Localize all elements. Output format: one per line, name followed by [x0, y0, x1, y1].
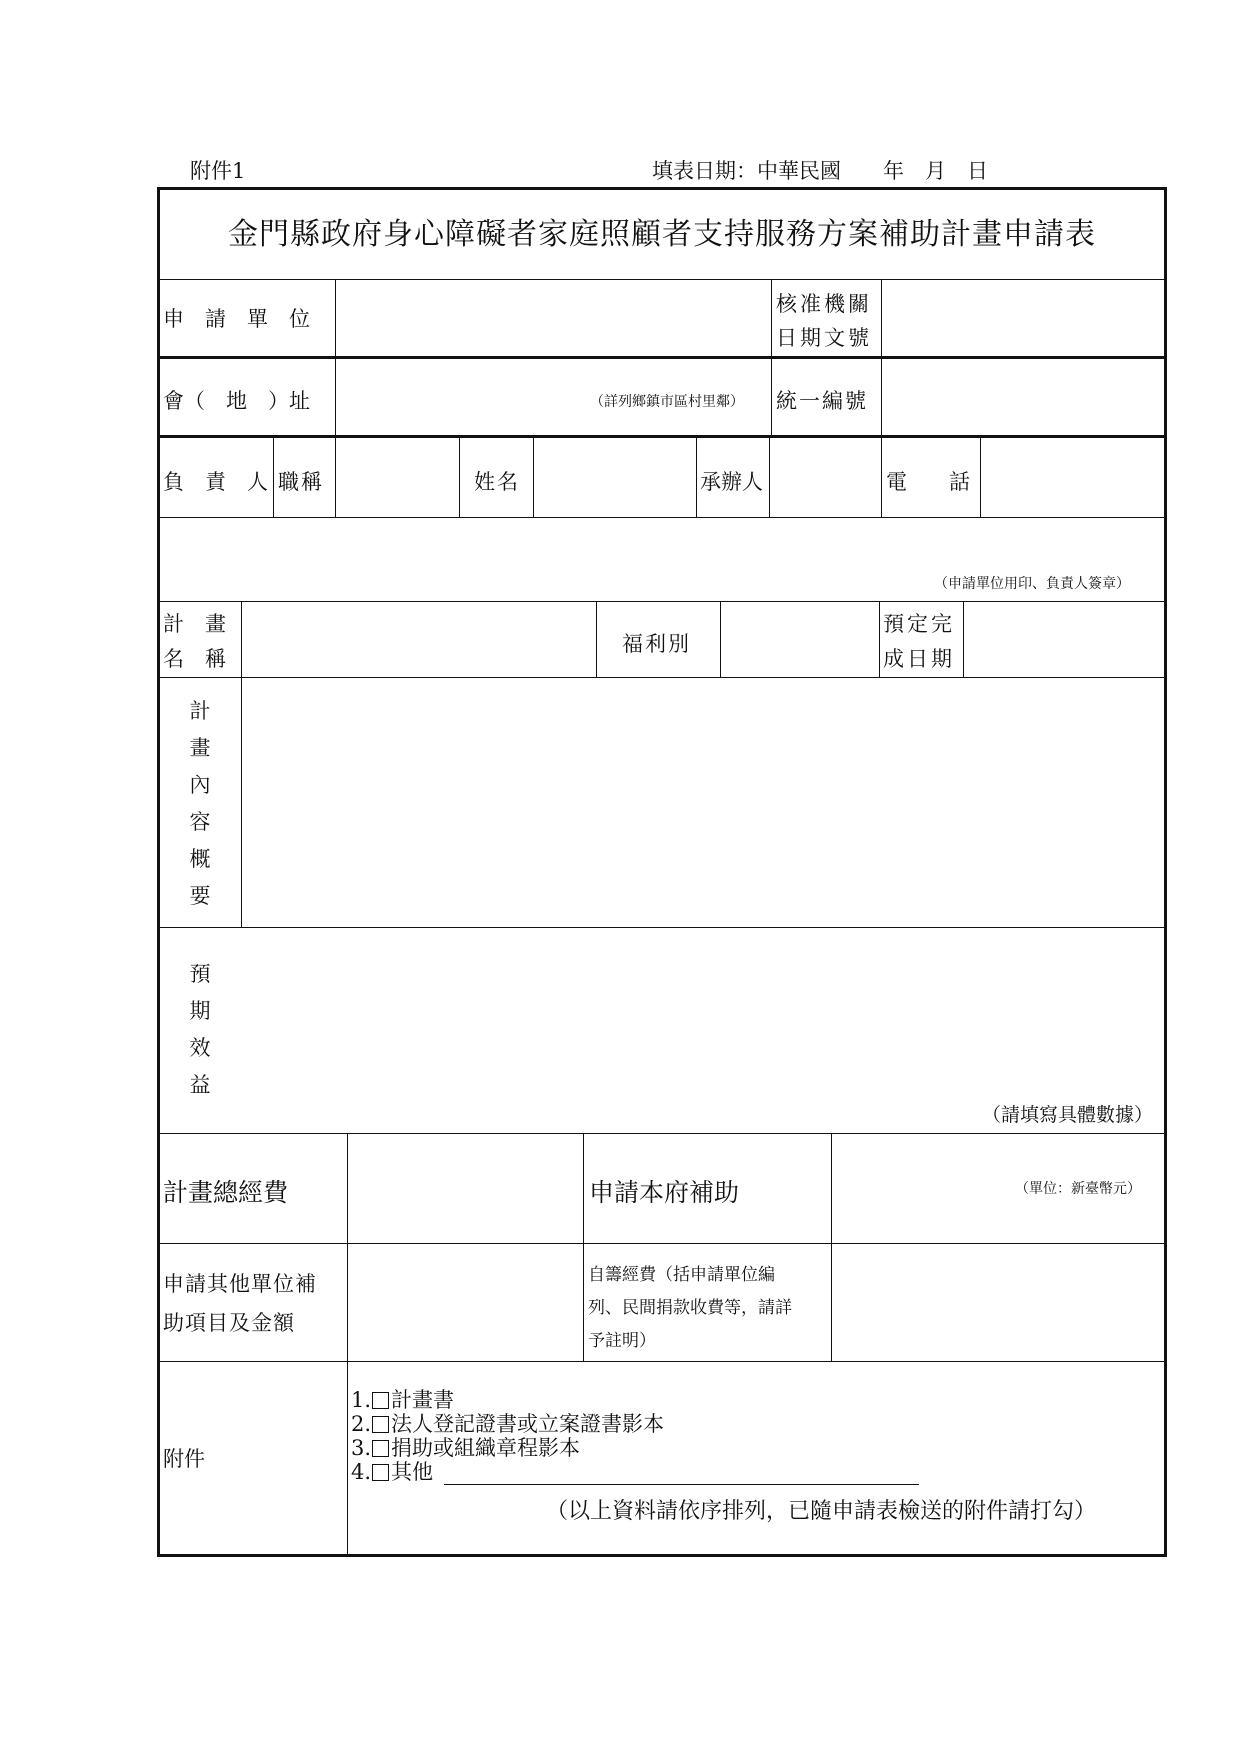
attachment-item — [351, 1460, 433, 1484]
rule — [881, 279, 882, 517]
other-subsidy-label-line1: 申請其他單位補 — [163, 1272, 317, 1296]
rule — [963, 601, 964, 677]
form-title: 金門縣政府身心障礙者家庭照顧者支持服務方案補助計畫申請表 — [228, 217, 1096, 252]
attachments-note: （以上資料請依序排列，已隨申請表檢送的附件請打勾） — [546, 1499, 1097, 1524]
rule — [720, 601, 721, 677]
rule — [157, 1243, 1167, 1244]
content-field[interactable] — [243, 679, 1164, 926]
attachment-number: 2. — [351, 1412, 372, 1436]
rule — [533, 435, 534, 517]
address-hint: （詳列鄉鎮市區村里鄰） — [590, 394, 744, 410]
rule — [157, 1361, 1167, 1362]
completion-date-field[interactable] — [965, 603, 1164, 676]
rule — [157, 517, 1167, 518]
phone-label: 電 話 — [886, 470, 970, 494]
rule — [771, 279, 772, 435]
rule — [831, 1133, 832, 1361]
content-label — [185, 693, 215, 915]
name-label: 姓名 — [474, 470, 520, 494]
responsible-label: 負 責 人 — [163, 470, 268, 494]
job-title-field[interactable] — [337, 437, 458, 516]
tax-id-field[interactable] — [883, 358, 1164, 434]
approval-label-line2: 日期文號 — [776, 326, 872, 350]
benefit-label — [185, 956, 215, 1104]
rule — [157, 601, 1167, 602]
content-label-char: 畫 — [189, 736, 211, 760]
address-label: 會（ 地 ）址 — [163, 389, 310, 413]
rule — [583, 1133, 584, 1361]
self-funding-label-line2: 列、民間捐款收費等，請詳 — [588, 1298, 792, 1318]
seal-hint: （申請單位用印、負責人簽章） — [934, 576, 1130, 592]
welfare-label: 福利別 — [622, 632, 691, 656]
rule — [980, 435, 981, 517]
rule — [459, 435, 460, 517]
benefit-hint: （請填寫具體數據） — [982, 1104, 1154, 1126]
attachment-text: 其他 — [391, 1460, 434, 1484]
benefit-label-char: 期 — [189, 999, 211, 1023]
handler-label: 承辦人 — [700, 470, 763, 494]
plan-name-label-line1: 計 畫 — [163, 612, 226, 636]
attachment-text: 計畫書 — [391, 1388, 455, 1412]
rule — [347, 1133, 348, 1557]
completion-label-line2: 成日期 — [883, 647, 955, 671]
handler-field[interactable] — [771, 437, 880, 516]
rule — [157, 927, 1167, 928]
benefit-label-char: 效 — [189, 1036, 211, 1060]
attachment-item — [351, 1412, 664, 1436]
content-label-char: 計 — [189, 699, 211, 723]
rule — [696, 435, 697, 517]
subsidy-label: 申請本府補助 — [589, 1178, 740, 1207]
phone-field[interactable] — [982, 437, 1164, 516]
rule — [157, 1133, 1167, 1134]
benefit-label-char: 益 — [189, 1073, 211, 1097]
attachment-number: 3. — [351, 1436, 372, 1460]
attachment-item — [351, 1436, 580, 1460]
rule — [157, 677, 1167, 678]
name-field[interactable] — [535, 437, 695, 516]
rule — [879, 601, 880, 677]
fill-date: 填表日期：中華民國 年 月 日 — [652, 159, 988, 183]
approval-label-line1: 核准機關 — [776, 292, 872, 316]
applicant-unit-field[interactable] — [337, 281, 770, 355]
attachment-number: 4. — [351, 1460, 372, 1484]
welfare-field[interactable] — [722, 603, 878, 676]
total-budget-field[interactable] — [349, 1135, 582, 1242]
rule — [157, 279, 1167, 280]
other-subsidy-field[interactable] — [349, 1245, 582, 1360]
other-subsidy-label-line2: 助項目及金額 — [163, 1311, 295, 1335]
rule — [273, 435, 274, 517]
job-title-label: 職稱 — [278, 470, 324, 494]
attachment-item — [351, 1388, 454, 1412]
content-label-char: 要 — [189, 884, 211, 908]
content-label-char: 概 — [189, 847, 211, 871]
rule — [596, 601, 597, 677]
plan-name-field[interactable] — [243, 603, 595, 676]
self-funding-label-line1: 自籌經費（括申請單位編 — [588, 1265, 775, 1285]
checkbox[interactable] — [372, 1392, 389, 1409]
applicant-unit-label: 申 請 單 位 — [163, 307, 310, 331]
checkbox[interactable] — [372, 1416, 389, 1433]
attachment-number: 1. — [351, 1388, 372, 1412]
rule — [241, 601, 242, 927]
content-label-char: 內 — [189, 773, 211, 797]
unit-hint: （單位：新臺幣元） — [1015, 1181, 1141, 1197]
self-funding-field[interactable] — [833, 1245, 1164, 1360]
attachment-number: 附件1 — [190, 159, 246, 183]
attachment-text: 法人登記證書或立案證書影本 — [391, 1412, 665, 1436]
attachments-label: 附件 — [163, 1447, 205, 1471]
rule — [769, 435, 770, 517]
tax-id-label: 統一編號 — [776, 389, 868, 413]
checkbox[interactable] — [372, 1440, 389, 1457]
checkbox[interactable] — [372, 1464, 389, 1481]
rule — [335, 279, 336, 517]
completion-label-line1: 預定完 — [883, 612, 955, 636]
self-funding-label-line3: 予註明） — [588, 1331, 656, 1351]
attachment-text: 捐助或組織章程影本 — [391, 1436, 581, 1460]
plan-name-label-line2: 名 稱 — [163, 647, 226, 671]
other-attachment-line[interactable] — [444, 1484, 919, 1485]
content-label-char: 容 — [189, 810, 211, 834]
total-budget-label: 計畫總經費 — [163, 1178, 289, 1207]
approval-field[interactable] — [883, 281, 1164, 355]
benefit-label-char: 預 — [189, 962, 211, 986]
